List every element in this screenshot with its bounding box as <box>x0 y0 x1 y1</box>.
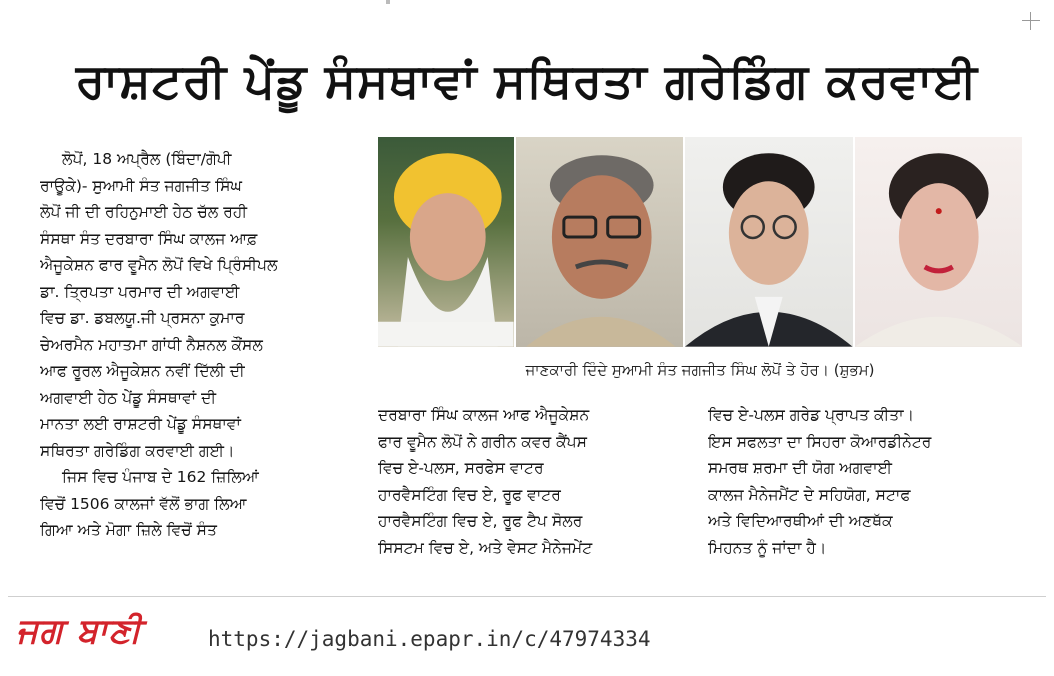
portrait-young-man-icon <box>685 137 852 347</box>
article-line: ਵਿਚ ਡਾ. ਡਬਲਯੂ.ਜੀ ਪ੍ਰਸਨਾ ਕੁਮਾਰ <box>40 309 245 327</box>
article-line: ਅਤੇ ਵਿਦਿਆਰਥੀਆਂ ਦੀ ਅਣਥੱਕ <box>708 512 893 530</box>
article-line: ਹਾਰਵੈਸਟਿੰਗ ਵਿਚ ਏ, ਰੂਫ ਵਾਟਰ <box>378 485 561 504</box>
photo-caption: ਜਾਣਕਾਰੀ ਦਿੰਦੇ ਸੁਆਮੀ ਸੰਤ ਜਗਜੀਤ ਸਿੰਘ ਲੋਪੋਂ ਤੇ ਹੋਰ। (ਸ਼ੁਭਮ) <box>525 361 875 379</box>
article-line: ਵਿਚ ਏ-ਪਲਸ, ਸਰਫੇਸ ਵਾਟਰ <box>378 459 544 477</box>
footer-divider <box>8 596 1046 597</box>
portrait-turban-icon <box>378 137 514 347</box>
photo-saint <box>378 137 514 347</box>
photo-strip <box>378 137 1022 347</box>
photo-man-glasses <box>516 137 683 347</box>
article-line: ਵਿਚ ਏ-ਪਲਸ ਗਰੇਡ ਪ੍ਰਾਪਤ ਕੀਤਾ। <box>708 406 915 424</box>
article-line: ਗਿਆ ਅਤੇ ਮੋਗਾ ਜ਼ਿਲੇ ਵਿਚੋਂ ਸੰਤ <box>40 521 217 539</box>
article-line: ਜਿਸ ਵਿਚ ਪੰਜਾਬ ਦੇ 162 ਜ਼ਿਲਿਆਂ <box>62 468 259 486</box>
article-line: ਐਜੂਕੇਸ਼ਨ ਫਾਰ ਵੂਮੈਨ ਲੋਪੋਂ ਵਿਖੇ ਪ੍ਰਿੰਸੀਪਲ <box>40 256 278 274</box>
article-column-3 <box>708 402 1026 561</box>
article-line: ਮਾਨਤਾ ਲਈ ਰਾਸ਼ਟਰੀ ਪੇਂਡੂ ਸੰਸਥਾਵਾਂ <box>40 415 241 433</box>
article-line: ਸਿਸਟਮ ਵਿਚ ਏ, ਅਤੇ ਵੇਸਟ ਮੈਨੇਜਮੇਂਟ <box>378 538 593 557</box>
portrait-woman-icon <box>855 137 1022 347</box>
article-line: ਕਾਲਜ ਮੈਨੇਜਮੈਂਟ ਦੇ ਸਹਿਯੋਗ, ਸਟਾਫ <box>708 485 911 504</box>
article-line: ਦਰਬਾਰਾ ਸਿੰਘ ਕਾਲਜ ਆਫ ਐਜੂਕੇਸ਼ਨ <box>378 406 590 424</box>
article-line: ਸਮਰਥ ਸ਼ਰਮਾ ਦੀ ਯੋਗ ਅਗਵਾਈ <box>708 459 892 477</box>
jagbani-logo: ਜਗ ਬਾਣੀ <box>16 611 143 651</box>
crop-tick <box>386 0 390 4</box>
article-line: ਡਾ. ਤ੍ਰਿਪਤਾ ਪਰਮਾਰ ਦੀ ਅਗਵਾਈ <box>40 282 240 301</box>
portrait-glasses-icon <box>516 137 683 347</box>
article-line: ਲੋਪੋਂ, 18 ਅਪ੍ਰੈਲ (ਬਿੰਦਾ/ਗੋਪੀ <box>62 150 232 168</box>
article-line: ਫਾਰ ਵੂਮੈਨ ਲੋਪੋਂ ਨੇ ਗਰੀਨ ਕਵਰ ਕੈਂਪਸ <box>378 432 588 451</box>
article-column-2 <box>378 402 684 561</box>
source-url[interactable]: https://jagbani.epapr.in/c/47974334 <box>208 627 651 651</box>
article-line: ਰਾਊਕੇ)- ਸੁਆਮੀ ਸੰਤ ਜਗਜੀਤ ਸਿੰਘ <box>40 176 242 195</box>
article-line: ਵਿਚੋਂ 1506 ਕਾਲਜਾਂ ਵੱਲੋਂ ਭਾਗ ਲਿਆ <box>40 494 247 513</box>
article-line: ਅਗਵਾਈ ਹੇਠ ਪੇਂਡੂ ਸੰਸਥਾਵਾਂ ਦੀ <box>40 388 217 407</box>
article-line: ਆਫ ਰੂਰਲ ਐਜੂਕੇਸ਼ਨ ਨਵੀਂ ਦਿੱਲੀ ਦੀ <box>40 362 245 380</box>
article-line: ਲੋਪੋਂ ਜੀ ਦੀ ਰਹਿਨੁਮਾਈ ਹੇਠ ਚੱਲ ਰਹੀ <box>40 203 247 221</box>
photo-woman <box>855 137 1022 347</box>
headline: ਰਾਸ਼ਟਰੀ ਪੇਂਡੂ ਸੰਸਥਾਵਾਂ ਸਥਿਰਤਾ ਗਰੇਡਿੰਗ ਕਰਵਾਈ <box>75 54 979 109</box>
photo-young-man <box>685 137 852 347</box>
article-line: ਚੇਅਰਮੈਨ ਮਹਾਤਮਾ ਗਾਂਧੀ ਨੈਸ਼ਨਲ ਕੌਂਸਲ <box>40 335 263 354</box>
article-line: ਮਿਹਨਤ ਨੂੰ ਜਾਂਦਾ ਹੈ। <box>708 538 827 557</box>
crop-mark-icon <box>1022 12 1040 30</box>
article-line: ਸੰਸਥਾ ਸੰਤ ਦਰਬਾਰਾ ਸਿੰਘ ਕਾਲਜ ਆਫ਼ <box>40 229 258 248</box>
article-line: ਸਥਿਰਤਾ ਗਰੇਡਿੰਗ ਕਰਵਾਈ ਗਈ। <box>40 441 235 460</box>
article-column-1 <box>40 146 358 544</box>
article-line: ਇਸ ਸਫਲਤਾ ਦਾ ਸਿਹਰਾ ਕੋਆਰਡੀਨੇਟਰ <box>708 432 932 451</box>
article-line: ਹਾਰਵੈਸਟਿੰਗ ਵਿਚ ਏ, ਰੂਫ ਟੈਪ ਸੋਲਰ <box>378 512 583 530</box>
